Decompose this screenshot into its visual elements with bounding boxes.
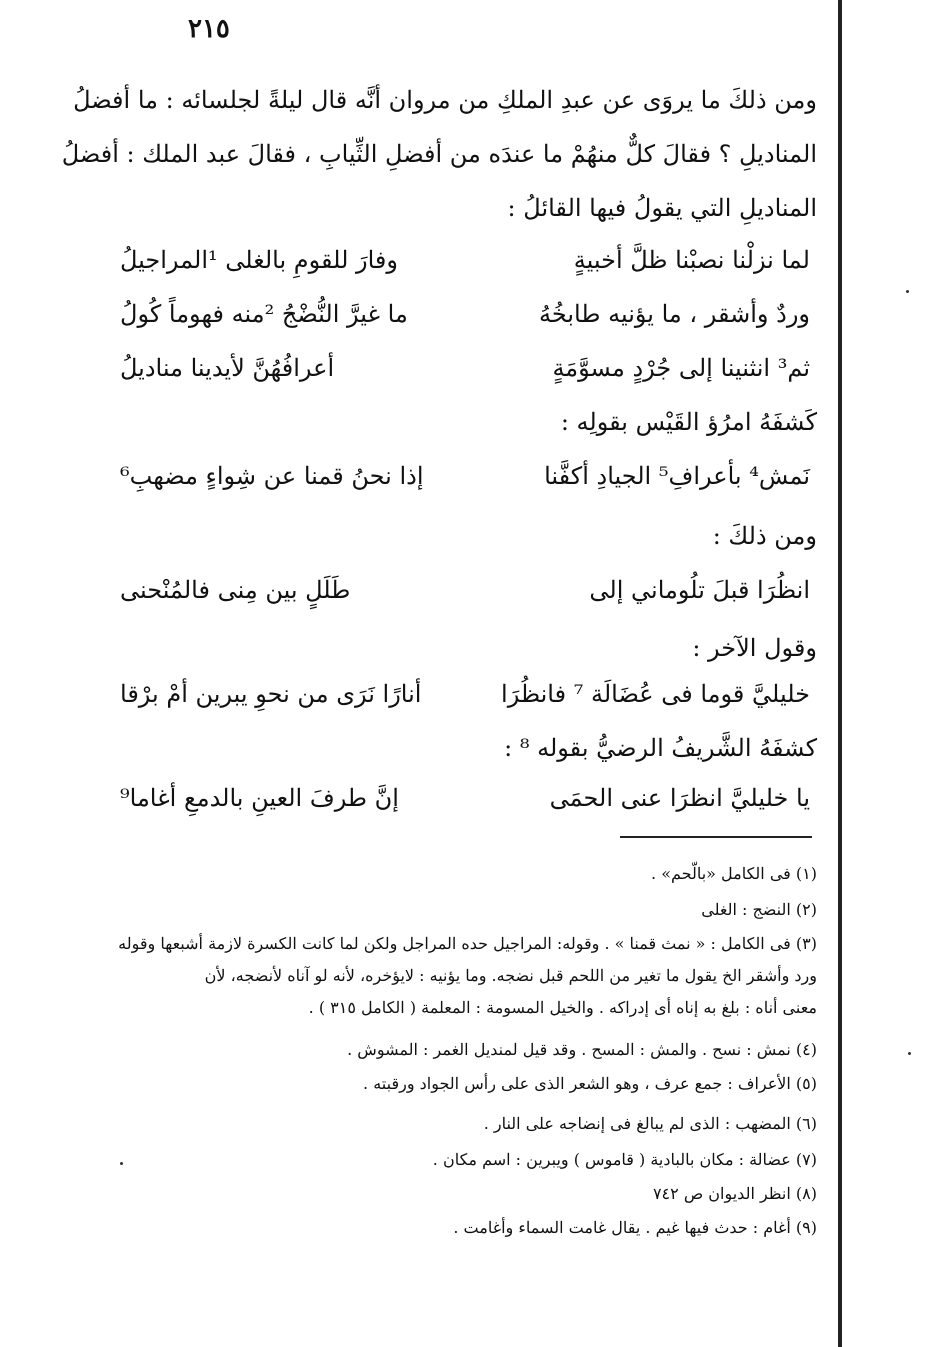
verse-hemistich-second: إنَّ طرفَ العينِ بالدمعِ أغاما⁹ (120, 784, 399, 812)
verse-hemistich-second: ما غيرَّ النُّضْجُ ²منه فهوماً كُولُ (120, 300, 408, 328)
prose-line-7: كشفَهُ الشَّريفُ الرضيُّ بقوله ⁸ : (504, 734, 817, 762)
verse-hemistich-first: انظُرَا قبلَ تلُوماني إلى (589, 576, 810, 604)
prose-line-2: المناديلِ ؟ فقالَ كلٌّ منهُمْ ما عندَه من أفضلِ الثِّيابِ ، فقالَ عبد الملك : أفضلُ (61, 140, 817, 168)
page-edge-line (838, 0, 842, 1347)
prose-line-3: المناديلِ التي يقولُ فيها القائلُ : (507, 194, 817, 222)
prose-line-6: وقول الآخر : (692, 634, 817, 662)
verse-hemistich-second: طَلَلٍ بين مِنى فالمُنْحنى (120, 576, 351, 604)
page-number: ٢١٥ (188, 14, 230, 44)
footnote: معنى أناه : بلغ به إناه أى إدراكه . والخيل المسومة : المعلمة ( الكامل ٣١٥ ) . (308, 998, 817, 1017)
footnote: (٣) فى الكامل : « نمث قمنا » . وقوله: المراجيل حده المراجل ولكن لما كانت الكسرة لازمة أشبعها وقوله (118, 934, 817, 953)
footnote: (٩) أغام : حدث فيها غيم . يقال غامت السماء وأغامت . (453, 1218, 817, 1237)
scan-speck (908, 1052, 911, 1055)
scan-speck (120, 1162, 123, 1165)
footnote: (٦) المضهب : الذى لم يبالغ فى إنضاجه على النار . (483, 1114, 817, 1133)
scan-speck (906, 290, 909, 293)
verse-hemistich-second: أعرافُهُنَّ لأيدينا مناديلُ (120, 354, 335, 382)
verse-hemistich-second: أنارًا نَرَى من نحوِ يبرين أمْ برْقا (120, 680, 422, 708)
verse-hemistich-first: نَمش⁴ بأعرافِ⁵ الجيادِ أكفَّنا (544, 462, 810, 490)
footnote: (٧) عضالة : مكان بالبادية ( قاموس ) ويبرين : اسم مكان . (432, 1150, 817, 1169)
verse-hemistich-first: ثم³ انثنينا إلى جُرْدٍ مسوَّمَةٍ (552, 354, 810, 382)
footnote: (٤) نمش : نسح . والمش : المسح . وقد قيل لمنديل الغمر : المشوش . (347, 1040, 817, 1059)
prose-line-4: كَشفَهُ امرُؤ القَيْس بقولِه : (560, 408, 817, 436)
verse-hemistich-first: وردٌ وأشقر ، ما يؤنيه طابخُهُ (539, 300, 810, 328)
verse-hemistich-first: لما نزلْنا نصبْنا ظلَّ أخبيةٍ (573, 246, 810, 274)
verse-hemistich-first: يا خليليَّ انظرَا عنى الحمَى (549, 784, 810, 812)
prose-line-1: ومن ذلكَ ما يروَى عن عبدِ الملكِ من مروان أنَّه قال ليلةً لجلسائه : ما أفضلُ (73, 86, 817, 114)
verse-hemistich-second: إذا نحنُ قمنا عن شِواءٍ مضهبِ⁶ (120, 462, 424, 490)
prose-line-5: ومن ذلكَ : (712, 522, 817, 550)
footnote: (١) فى الكامل «بالّحم» . (651, 864, 817, 883)
verse-hemistich-second: وفارَ للقومِ بالغلى ¹المراجيلُ (120, 246, 398, 274)
footnote: (٨) انظر الديوان ص ٧٤٢ (652, 1184, 817, 1203)
footnote-separator (620, 836, 812, 838)
footnote: (٥) الأعراف : جمع عرف ، وهو الشعر الذى على رأس الجواد ورقبته . (363, 1074, 817, 1093)
footnote: (٢) النضج : الغلى (701, 900, 817, 919)
verse-hemistich-first: خليليَّ قوما فى عُضَالَة ⁷ فانظُرَا (501, 680, 810, 708)
footnote: ورد وأشقر الخ يقول ما تغير من اللحم قبل نضجه. وما يؤنيه : لايؤخره، لأنه لو آناه لأنضجه، لأن (204, 966, 817, 985)
